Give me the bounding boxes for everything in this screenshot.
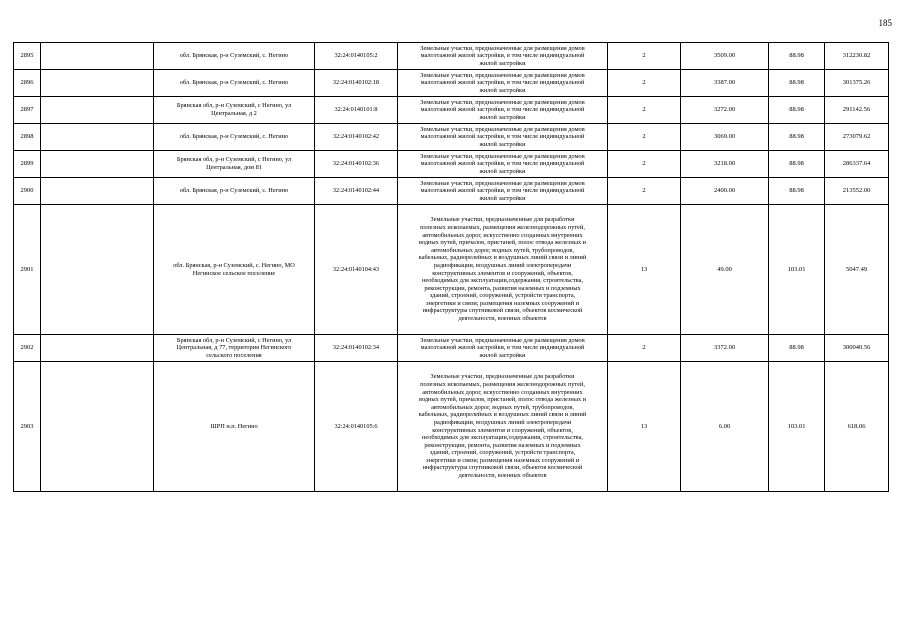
cell-number: 2897 bbox=[14, 97, 41, 124]
cell-cadastral-number: 32:24:0140105:2 bbox=[315, 43, 398, 70]
cell-number: 2896 bbox=[14, 70, 41, 97]
cell-area: 3509.00 bbox=[681, 43, 769, 70]
table-row bbox=[14, 205, 889, 335]
cell-cadastral-number: 32:24:0140102:36 bbox=[315, 151, 398, 178]
cell-address: обл. Брянская, р-н Суземский, с. Негино bbox=[154, 178, 315, 205]
cadastral-value-table bbox=[13, 42, 889, 492]
cell-blank bbox=[41, 151, 154, 178]
cell-cadastral-number: 32:24:0140104:43 bbox=[315, 205, 398, 335]
cell-number: 2901 bbox=[14, 205, 41, 335]
cell-blank bbox=[41, 205, 154, 335]
cell-area: 3218.00 bbox=[681, 151, 769, 178]
cell-rate: 88.98 bbox=[769, 178, 825, 205]
cell-group: 2 bbox=[608, 178, 681, 205]
cell-cadastral-value: 301375.26 bbox=[825, 70, 889, 97]
cell-cadastral-number: 32:24:0140105:6 bbox=[315, 362, 398, 492]
cell-land-use: Земельные участки, предназначенные для разработки полезных ископаемых, размещения железнодорожных путей, автомобильных дорог, искусственно созданных внутренних водных путей, причалов, пристаней, полос отвода железных и автомобильных дорог, водных путей, трубопроводов, кабельных, радиорелейных и воздушных линий связи и линий радиофикации, воздушных линий электропередачи конструктивных элементов и сооружений, объектов, необходимых для эксплуатации,содержания, строительства, реконструкции, ремонта, развития наземных и подземных зданий, строений, сооружений, устройств транспорта, энергетики и связи; размещения наземных сооружений и инфраструктуры спутниковой связи, объектов космической деятельности, военных объектов bbox=[398, 205, 608, 335]
cell-cadastral-value: 273079.62 bbox=[825, 124, 889, 151]
cell-cadastral-value: 312230.82 bbox=[825, 43, 889, 70]
cell-land-use: Земельные участки, предназначенные для разработки полезных ископаемых, размещения железнодорожных путей, автомобильных дорог, искусственно созданных внутренних водных путей, причалов, пристаней, полос отвода железных и автомобильных дорог, водных путей, трубопроводов, кабельных, радиорелейных и воздушных линий связи и линий радиофикации, воздушных линий электропередачи конструктивных элементов и сооружений, объектов, необходимых для эксплуатации,содержания, строительства, реконструкции, ремонта, развития наземных и подземных зданий, строений, сооружений, устройств транспорта, энергетики и связи; размещения наземных сооружений и инфраструктуры спутниковой связи, объектов космической деятельности, военных объектов bbox=[398, 362, 608, 492]
cell-address: обл. Брянская, р-н Суземский, с. Негино bbox=[154, 70, 315, 97]
cell-rate: 88.98 bbox=[769, 97, 825, 124]
cell-cadastral-number: 32:24:0140102:44 bbox=[315, 178, 398, 205]
cell-area: 3387.00 bbox=[681, 70, 769, 97]
cell-cadastral-number: 32:24:0140102:42 bbox=[315, 124, 398, 151]
cell-group: 2 bbox=[608, 43, 681, 70]
cell-address: обл. Брянская, р-н Суземский, с. Негино bbox=[154, 124, 315, 151]
cell-area: 3069.00 bbox=[681, 124, 769, 151]
cell-blank bbox=[41, 124, 154, 151]
cell-rate: 88.98 bbox=[769, 335, 825, 362]
cell-address: Брянская обл, р-н Суземский, с Негино, ул Центральная, д 77, территория Негинского сельского поселения bbox=[154, 335, 315, 362]
cell-address: обл. Брянская, р-н Суземский, с. Негино, МО Негинское сельское поселение bbox=[154, 205, 315, 335]
cell-number: 2898 bbox=[14, 124, 41, 151]
cell-land-use: Земельные участки, предназначенные для размещения домов малоэтажной жилой застройки, в том числе индивидуальной жилой застройки bbox=[398, 335, 608, 362]
table-row bbox=[14, 178, 889, 205]
table-row bbox=[14, 362, 889, 492]
table-row bbox=[14, 70, 889, 97]
cell-cadastral-value: 618.06 bbox=[825, 362, 889, 492]
cell-number: 2895 bbox=[14, 43, 41, 70]
cell-rate: 103.01 bbox=[769, 205, 825, 335]
page-number: 185 bbox=[878, 18, 892, 28]
cell-land-use: Земельные участки, предназначенные для размещения домов малоэтажной жилой застройки, в том числе индивидуальной жилой застройки bbox=[398, 124, 608, 151]
cell-cadastral-number: 32:24:0140102:34 bbox=[315, 335, 398, 362]
cell-blank bbox=[41, 362, 154, 492]
cell-rate: 88.98 bbox=[769, 70, 825, 97]
cell-blank bbox=[41, 335, 154, 362]
cell-group: 2 bbox=[608, 151, 681, 178]
cell-rate: 103.01 bbox=[769, 362, 825, 492]
cell-address: Брянская обл, р-н Суземский, с Негино, ул Центральная, дом 81 bbox=[154, 151, 315, 178]
cell-cadastral-value: 213552.00 bbox=[825, 178, 889, 205]
cell-group: 13 bbox=[608, 205, 681, 335]
cell-blank bbox=[41, 70, 154, 97]
cell-cadastral-value: 300040.56 bbox=[825, 335, 889, 362]
table-row bbox=[14, 97, 889, 124]
cell-address: Брянская обл, р-н Суземский, с Негино, ул Центральная, д 2 bbox=[154, 97, 315, 124]
cell-area: 6.00 bbox=[681, 362, 769, 492]
cell-address: обл. Брянская, р-н Суземский, с. Негино bbox=[154, 43, 315, 70]
cell-blank bbox=[41, 43, 154, 70]
cell-area: 2400.00 bbox=[681, 178, 769, 205]
cell-area: 3372.00 bbox=[681, 335, 769, 362]
cell-number: 2900 bbox=[14, 178, 41, 205]
cell-land-use: Земельные участки, предназначенные для размещения домов малоэтажной жилой застройки, в том числе индивидуальной жилой застройки bbox=[398, 43, 608, 70]
cell-land-use: Земельные участки, предназначенные для размещения домов малоэтажной жилой застройки, в том числе индивидуальной жилой застройки bbox=[398, 70, 608, 97]
cell-group: 13 bbox=[608, 362, 681, 492]
cell-land-use: Земельные участки, предназначенные для размещения домов малоэтажной жилой застройки, в том числе индивидуальной жилой застройки bbox=[398, 151, 608, 178]
cell-group: 2 bbox=[608, 335, 681, 362]
cell-cadastral-value: 5047.49 bbox=[825, 205, 889, 335]
cell-address: ШРП н.п. Негино bbox=[154, 362, 315, 492]
cell-cadastral-value: 286337.64 bbox=[825, 151, 889, 178]
cell-rate: 88.98 bbox=[769, 124, 825, 151]
cell-group: 2 bbox=[608, 70, 681, 97]
cell-number: 2903 bbox=[14, 362, 41, 492]
cell-cadastral-value: 291142.56 bbox=[825, 97, 889, 124]
cell-area: 49.00 bbox=[681, 205, 769, 335]
table-row bbox=[14, 43, 889, 70]
cell-number: 2902 bbox=[14, 335, 41, 362]
table-row bbox=[14, 335, 889, 362]
table-row bbox=[14, 151, 889, 178]
cell-cadastral-number: 32:24:0140102:18 bbox=[315, 70, 398, 97]
cell-rate: 88.98 bbox=[769, 151, 825, 178]
cell-blank bbox=[41, 97, 154, 124]
cell-land-use: Земельные участки, предназначенные для размещения домов малоэтажной жилой застройки, в том числе индивидуальной жилой застройки bbox=[398, 178, 608, 205]
cell-group: 2 bbox=[608, 124, 681, 151]
cell-area: 3272.00 bbox=[681, 97, 769, 124]
table-row bbox=[14, 124, 889, 151]
cell-blank bbox=[41, 178, 154, 205]
cell-cadastral-number: 32:24:0140101:8 bbox=[315, 97, 398, 124]
cell-land-use: Земельные участки, предназначенные для размещения домов малоэтажной жилой застройки, в том числе индивидуальной жилой застройки bbox=[398, 97, 608, 124]
cell-group: 2 bbox=[608, 97, 681, 124]
cell-rate: 88.98 bbox=[769, 43, 825, 70]
cell-number: 2899 bbox=[14, 151, 41, 178]
